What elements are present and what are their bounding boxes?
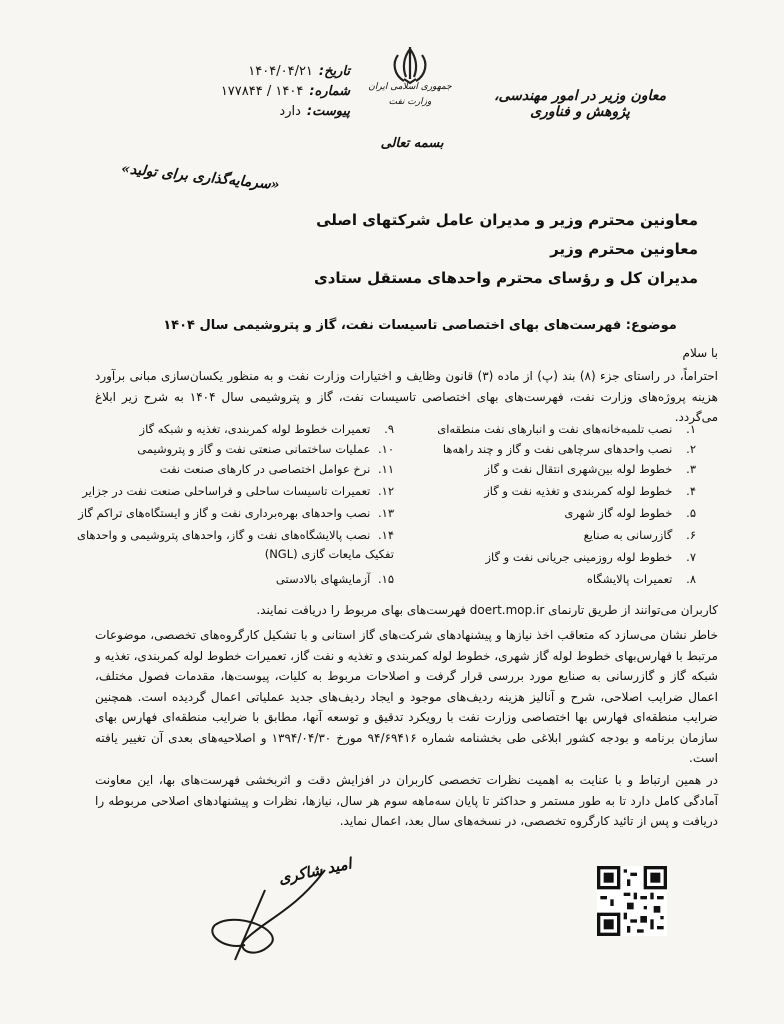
list-item [406, 506, 696, 520]
list-text: خطوط لوله گاز شهری [564, 506, 673, 520]
list-item [74, 462, 394, 476]
list-text: تعمیرات پالایشگاه [586, 572, 673, 586]
list-number: ۱۴. [377, 528, 394, 542]
attachment-row [180, 102, 350, 122]
access-paragraph: کاربران می‌توانند از طریق تارنمای doert.mop.ir فهرست‌های بهای مربوط را دریافت نمایند. [256, 603, 718, 617]
attachment-label: پیوست: [306, 104, 350, 119]
qr-code-icon[interactable] [597, 866, 667, 936]
list-text: نرخ عوامل اختصاصی در کارهای صنعت نفت [159, 462, 371, 476]
list-text: گازرسانی به صنایع [583, 528, 673, 542]
list-number: ۸. [686, 572, 696, 586]
list-number: ۱۳. [377, 506, 394, 520]
list-item [74, 572, 394, 586]
ministry-name: وزارت نفت [388, 97, 432, 107]
list-number: ۱۲. [377, 484, 394, 498]
list-number: ۱۵. [377, 572, 394, 586]
subject-text: فهرست‌های بهای اختصاصی تاسیسات نفت، گاز و پتروشیمی سال ۱۴۰۴ [163, 318, 622, 333]
list-item [406, 462, 696, 476]
list-text: خطوط لوله روزمینی جریانی نفت و گاز [485, 550, 673, 564]
number-label: شماره: [309, 84, 350, 99]
list-text: تعمیرات تاسیسات ساحلی و فراساحلی صنعت نفت در جزایر [82, 484, 371, 498]
slogan: «سرمایه‌گذاری برای تولید» [120, 160, 281, 194]
list-text: تعمیرات خطوط لوله کمربندی، تغذیه و شبکه گاز [139, 422, 371, 436]
recipient-line: معاونین محترم وزیر [550, 240, 698, 258]
country-name: جمهوری اسلامی ایران [368, 82, 452, 92]
date-value: ۱۴۰۴/۰۴/۲۱ [248, 64, 313, 79]
list-text: خطوط لوله کمربندی و تغذیه نفت و گاز [484, 484, 673, 498]
list-number: ۱۱. [377, 462, 394, 476]
list-item [74, 506, 394, 520]
list-number: ۷. [686, 550, 696, 564]
list-text: آزمایشهای بالادستی [275, 572, 371, 586]
sender-title: معاون وزیر در امور مهندسی، پژوهش و فناوری [493, 88, 667, 120]
list-number: ۹. [384, 422, 394, 436]
list-item [74, 484, 394, 498]
recipients [150, 206, 698, 293]
greeting: با سلام [682, 346, 718, 360]
list-item [74, 422, 394, 436]
number-row [180, 82, 350, 102]
basmala: بسمه تعالی [380, 136, 444, 151]
closing-paragraph: در همین ارتباط و با عنایت به اهمیت نظرات تخصصی کاربران در افزایش دقت و اثربخشی فهرست‌های بها، این معاونت آمادگی کامل دارد تا به طور مستمر و حداکثر تا پایان سه‌ماهه سوم هر سال، نیازها، نظرات و پیشنهادهای اصلاحی مربوطه را دریافت و پس از تائید کارگروه تخصصی، در نسخه‌های سال بعد، اعمال نماید. [95, 773, 718, 828]
number-value: ۱۴۰۴ / ۱۷۷۸۴۴ [220, 84, 304, 99]
recipient-line: مدیران کل و رؤسای محترم واحدهای مستقل ستادی [313, 269, 698, 287]
list-text: نصب تلمبه‌خانه‌های نفت و انبارهای نفت منطقه‌ای [437, 422, 673, 436]
subject [150, 318, 690, 333]
intro-paragraph: احتراماً، در راستای جزء (۸) بند (پ) از ماده (۳) قانون وظایف و اختیارات وزارت نفت و به منظور یکسان‌سازی مبانی برآورد هزینه پروژه‌های وزارت نفت، فهرست‌های بهای اختصاصی تاسیسات نفت، گاز و پتروشیمی سال ۱۴۰۴ به شرح زیر ابلاغ می‌گردد. [95, 369, 719, 424]
date-label: تاریخ: [318, 64, 350, 79]
list-text: نصب واحدهای بهره‌برداری نفت و گاز و ایستگاه‌های تراکم گاز [78, 506, 371, 520]
list-number: ۶. [686, 528, 696, 542]
list-item [74, 526, 394, 564]
context-paragraph: خاطر نشان می‌سازد که متعاقب اخذ نیازها و پیشنهادهای شرکت‌های گاز استانی و با تشکیل کارگروه‌های تخصصی، موضوعات مرتبط با فهارس‌بهای خطوط لوله گاز شهری، خطوط لوله کمربندی و تغذیه و نفت گاز، تعمیرات خطوط لوله کمربندی، تغذیه و شبکه گاز و گازرسانی به صنایع مورد بررسی قرار گرفت و اصلاحات مربوط به کلیات، پیوست‌ها، مقدمات فصول مختلف، اعمال ضرایب اصلاحی، شرح و آنالیز هزینه ردیف‌های موجود و ایجاد ردیف‌های جدید عملیاتی اعمال گردیده است. همچنین ضرایب منطقه‌ای فهارس بها اختصاصی وزارت نفت با رویکرد تدقیق و توسعه آنها، مطابق با ضرایب منطقه‌ای فهارس بهای سازمان برنامه و بودجه کشور ابلاغی طی بخشنامه شماره ۹۴/۶۹۴۱۶ مورخ ۱۳۹۴/۰۴/۳۰ و اصلاحیه‌های بعدی آن تغییر یافته است. [95, 628, 718, 765]
list-item [406, 442, 696, 456]
list-number: ۱۰. [377, 442, 394, 456]
list-number: ۵. [686, 506, 696, 520]
list-item [74, 442, 394, 456]
list-item [406, 484, 696, 498]
list-number: ۳. [686, 462, 696, 476]
list-number: ۴. [686, 484, 696, 498]
signatory-name: امید شاکری [276, 854, 354, 888]
list-item [406, 528, 696, 542]
list-text: خطوط لوله بین‌شهری انتقال نفت و گاز [484, 462, 673, 476]
list-text: عملیات ساختمانی صنعتی نفت و گاز و پتروشیمی [137, 442, 371, 456]
subject-label: موضوع: [625, 318, 677, 333]
letter-meta [180, 62, 350, 122]
recipient-line: معاونین محترم وزیر و مدیران عامل شرکتهای اصلی [316, 211, 698, 229]
list-text: نصب واحدهای سرچاهی نفت و گاز و چند راهه‌ها [442, 442, 673, 456]
list-number: ۱. [686, 422, 696, 436]
list-number: ۲. [686, 442, 696, 456]
list-item [406, 422, 696, 436]
list-text: نصب پالایشگاه‌های نفت و گاز، واحدهای پتروشیمی و واحدهای تفکیک مایعات گازی (NGL) [76, 528, 394, 561]
list-item [406, 572, 696, 586]
date-row [180, 62, 350, 82]
attachment-value: دارد [279, 104, 301, 119]
list-item [406, 550, 696, 564]
